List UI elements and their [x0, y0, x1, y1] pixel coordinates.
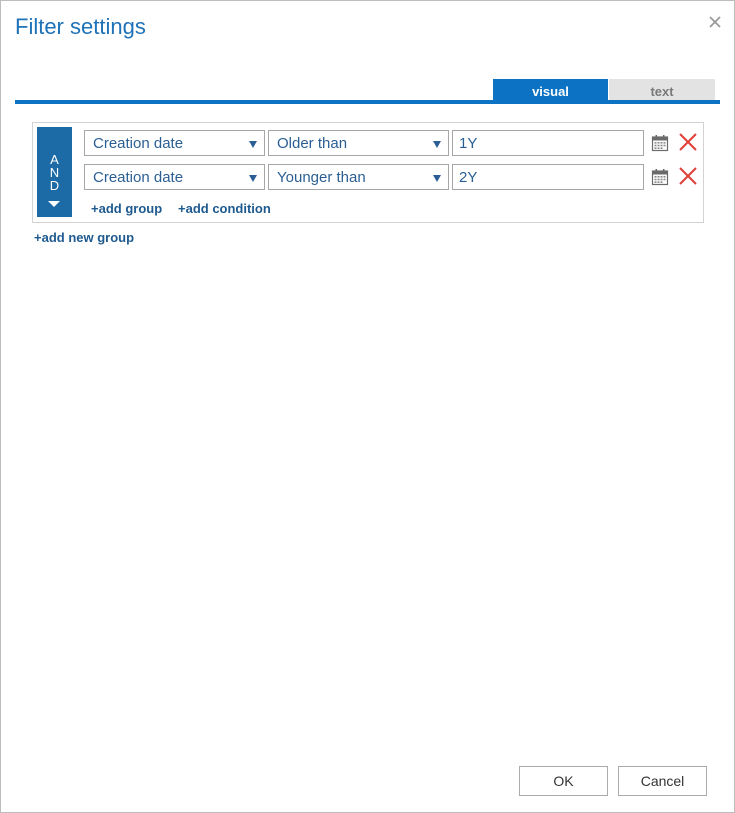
dropdown-arrow-icon [433, 175, 441, 182]
operator-letter: N [49, 165, 60, 180]
filter-group [32, 122, 704, 223]
condition-1-value-input[interactable]: 1Y [452, 130, 644, 156]
condition-2-field-value: Creation date [93, 169, 184, 186]
condition-1-comparison-value: Older than [277, 135, 348, 152]
dropdown-arrow-icon [433, 141, 441, 148]
tab-visual[interactable]: visual [493, 79, 608, 101]
tab-text[interactable]: text [609, 79, 715, 101]
delete-condition-icon[interactable] [678, 132, 698, 152]
dropdown-arrow-icon [249, 175, 257, 182]
dropdown-arrow-icon [249, 141, 257, 148]
cancel-button[interactable]: Cancel [618, 766, 707, 796]
condition-1-comparison-select[interactable] [268, 130, 449, 156]
ok-button[interactable]: OK [519, 766, 608, 796]
calendar-icon[interactable] [651, 168, 669, 186]
delete-condition-icon[interactable] [678, 166, 698, 186]
add-condition-link[interactable]: +add condition [178, 201, 271, 216]
condition-2-field-select[interactable] [84, 164, 265, 190]
calendar-icon[interactable] [651, 134, 669, 152]
condition-1-field-select[interactable] [84, 130, 265, 156]
chevron-down-icon [48, 201, 60, 207]
add-new-group-link[interactable]: +add new group [34, 230, 135, 245]
tab-underline [15, 100, 720, 104]
tab-bar [493, 79, 715, 101]
operator-letter: D [49, 178, 60, 193]
condition-2-value-input[interactable]: 2Y [452, 164, 644, 190]
dialog-title: Filter settings [15, 14, 146, 39]
condition-1-field-value: Creation date [93, 135, 184, 152]
add-group-link[interactable]: +add group [91, 201, 163, 216]
condition-2-comparison-value: Younger than [277, 169, 366, 186]
group-operator-toggle[interactable] [37, 127, 72, 217]
operator-letter: A [50, 152, 59, 167]
close-icon[interactable] [706, 13, 724, 31]
condition-2-comparison-select[interactable] [268, 164, 449, 190]
